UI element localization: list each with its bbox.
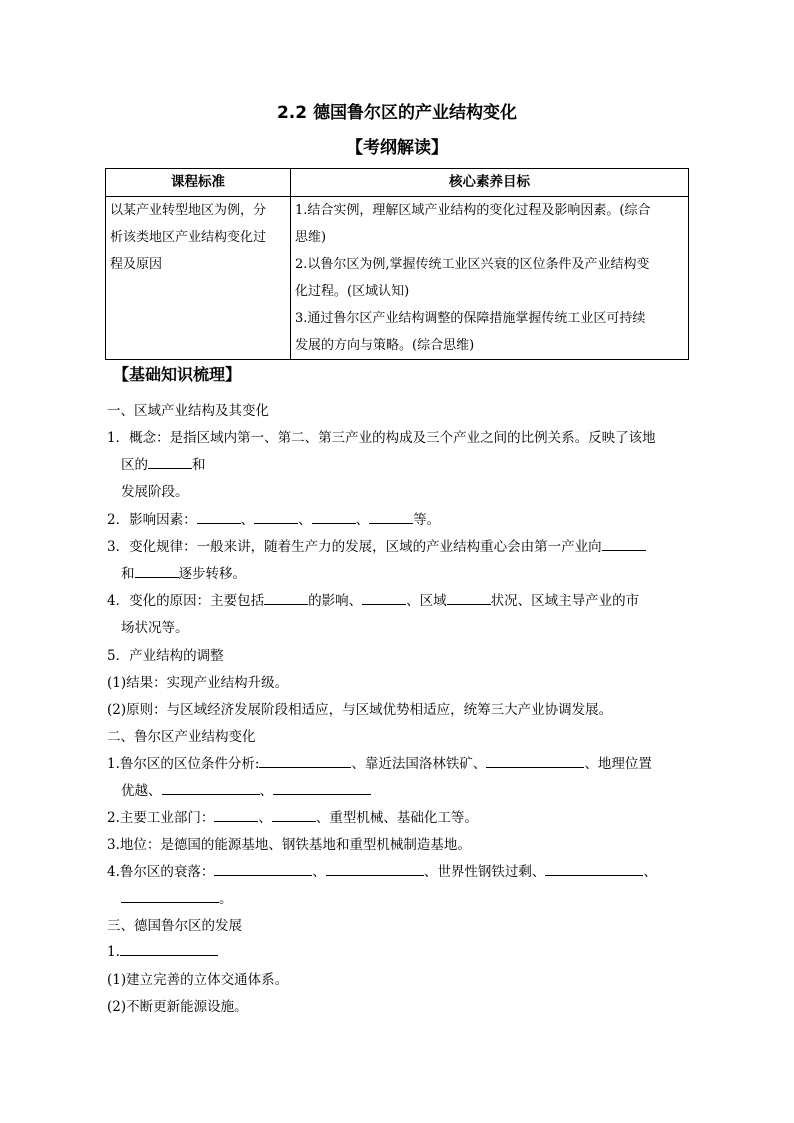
text-line: 1．概念：是指区域内第一、第二、第三产业的构成及三个产业之间的比例关系。反映了该地 xyxy=(107,430,656,446)
text-line: (2)不断更新能源设施。 xyxy=(107,999,248,1015)
text-span: 、 xyxy=(259,783,273,799)
text-span: 、地理位置 xyxy=(584,756,652,772)
text-span: 、 xyxy=(298,512,312,528)
heading-1: 一、区域产业结构及其变化 xyxy=(107,403,269,419)
text-line xyxy=(107,562,706,582)
col2-header: 核心素养目标 xyxy=(291,169,689,197)
text-line: 5．产业结构的调整 xyxy=(107,648,224,664)
text-span: 3．变化规律：一般来讲，随着生产力的发展，区域的产业结构重心会由第一产业向 xyxy=(107,539,602,555)
heading-3: 三、德国鲁尔区的发展 xyxy=(107,918,242,934)
answer-blank[interactable] xyxy=(362,590,406,605)
cell-line: 2.以鲁尔区为例,掌握传统工业区兴衰的区位条件及产业结构变 xyxy=(295,257,650,272)
text-span: 2．影响因素： xyxy=(107,512,197,528)
course-standard-cell xyxy=(106,197,291,360)
answer-blank[interactable] xyxy=(447,590,491,605)
answer-blank[interactable] xyxy=(121,888,219,903)
cell-line: 析该类地区产业结构变化过 xyxy=(110,230,267,245)
answer-blank[interactable] xyxy=(602,536,646,551)
answer-blank[interactable] xyxy=(254,509,298,524)
core-goal-cell xyxy=(291,197,689,360)
text-span: 优越、 xyxy=(121,783,162,799)
text-line xyxy=(107,941,692,960)
text-span: 的影响、 xyxy=(308,593,363,609)
answer-blank[interactable] xyxy=(369,509,413,524)
answer-blank[interactable] xyxy=(214,807,258,822)
answer-blank[interactable] xyxy=(312,509,356,524)
text-span: 1. xyxy=(107,944,120,960)
text-span: 等。 xyxy=(413,512,441,528)
text-line xyxy=(107,508,692,528)
text-line xyxy=(107,453,706,473)
table-row xyxy=(106,197,689,360)
text-line: (1)建立完善的立体交通体系。 xyxy=(107,972,289,988)
text-span: 、重型机械、基础化工等。 xyxy=(315,810,478,826)
text-line xyxy=(107,752,692,772)
answer-blank[interactable] xyxy=(214,861,312,876)
answer-blank[interactable] xyxy=(120,941,218,956)
cell-line: 化过程。(区域认知) xyxy=(295,284,410,299)
cell-line: 3.通过鲁尔区产业结构调整的保障措施掌握传统工业区可持续 xyxy=(295,311,646,326)
cell-line: 思维) xyxy=(295,230,327,245)
text-line: (1)结果：实现产业结构升级。 xyxy=(107,675,289,691)
text-span: 区的 xyxy=(121,457,148,473)
text-span: 、 xyxy=(312,864,326,880)
standards-table xyxy=(105,168,689,360)
text-line xyxy=(107,589,692,609)
text-line: 发展阶段。 xyxy=(121,484,189,500)
text-line xyxy=(107,806,692,826)
text-span: 和 xyxy=(121,566,135,582)
text-span: 、 xyxy=(355,512,370,528)
col1-header: 课程标准 xyxy=(106,169,291,197)
text-span: 、区域 xyxy=(406,593,447,609)
text-line xyxy=(107,535,692,555)
text-span: 状况、区域主导产业的市 xyxy=(490,593,640,609)
text-span: 、 xyxy=(240,512,255,528)
text-line: 场状况等。 xyxy=(121,620,189,636)
answer-blank[interactable] xyxy=(135,563,179,578)
text-line xyxy=(107,887,706,907)
cell-line: 1.结合实例，理解区域产业结构的变化过程及影响因素。(综合 xyxy=(295,203,651,218)
page-title xyxy=(0,98,794,123)
text-line xyxy=(107,779,706,799)
table-header-row xyxy=(106,169,689,197)
text-span: 4．变化的原因：主要包括 xyxy=(107,593,265,609)
text-line: (2)原则：与区域经济发展阶段相适应，与区域优势相适应，统筹三大产业协调发展。 xyxy=(107,702,613,718)
title-text: 德国鲁尔区的产业结构变化 xyxy=(313,103,518,123)
answer-blank[interactable] xyxy=(273,780,371,795)
text-span: 和 xyxy=(192,457,206,473)
text-line: 3.地位：是德国的能源基地、钢铁基地和重型机械制造基地。 xyxy=(107,837,471,853)
text-span: 1.鲁尔区的区位条件分析: xyxy=(107,756,260,772)
answer-blank[interactable] xyxy=(486,753,584,768)
text-span: 逐步转移。 xyxy=(178,566,246,582)
answer-blank[interactable] xyxy=(545,861,643,876)
answer-blank[interactable] xyxy=(272,807,316,822)
section-head: 【基础知识梳理】 xyxy=(113,365,242,384)
heading-2: 二、鲁尔区产业结构变化 xyxy=(107,729,256,745)
text-span: 2.主要工业部门： xyxy=(107,810,215,826)
cell-line: 发展的方向与策略。(综合思维) xyxy=(295,338,475,353)
cell-line: 程及原因 xyxy=(110,257,163,272)
cell-line: 以某产业转型地区为例，分 xyxy=(110,203,267,218)
text-span: 、世界性钢铁过剩、 xyxy=(423,864,546,880)
answer-blank[interactable] xyxy=(259,753,351,768)
title-number: 2.2 xyxy=(276,103,308,123)
subtitle: 【考纲解读】 xyxy=(346,138,448,158)
text-span: 、靠近法国洛林铁矿、 xyxy=(351,756,487,772)
answer-blank[interactable] xyxy=(162,780,260,795)
answer-blank[interactable] xyxy=(197,509,241,524)
answer-blank[interactable] xyxy=(264,590,308,605)
text-span: 4.鲁尔区的衰落： xyxy=(107,864,215,880)
text-span: 。 xyxy=(219,891,233,907)
answer-blank[interactable] xyxy=(326,861,424,876)
text-span: 、 xyxy=(643,864,657,880)
text-line xyxy=(107,860,692,880)
answer-blank[interactable] xyxy=(148,454,192,469)
text-span: 、 xyxy=(258,810,272,826)
